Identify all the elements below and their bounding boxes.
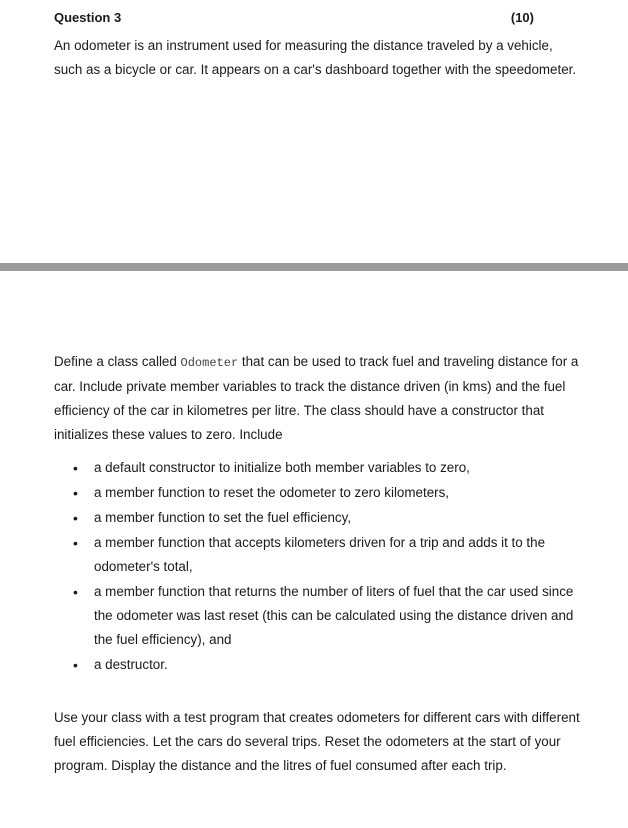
- question-section: [0, 0, 628, 262]
- page-divider: [0, 263, 628, 271]
- requirement-item: • a member function that returns the number of liters of fuel that the car used since the odometer was last reset (this can be calculated using the distance driven and the fuel efficiency), and: [54, 580, 574, 652]
- usage-paragraph: Use your class with a test program that creates odometers for different cars with different fuel efficiencies. Let the cars do several trips. Reset the odometers at the start of your program. Display the distance and the litres of fuel consumed after each trip.: [54, 710, 580, 773]
- requirements-list: [54, 456, 574, 678]
- requirement-item: • a member function to set the fuel efficiency,: [54, 506, 574, 530]
- define-prefix: Define a class called: [54, 354, 181, 369]
- question-title: Question 3: [54, 10, 122, 25]
- question-marks: (10): [510, 10, 534, 25]
- define-suffix: that can be used to track fuel and traveling distance for a car. Include private member variables to track the distance driven (in kms) and the fuel efficiency of the car in kilometres per litre. The class should have a constructor that initializes these values to zero. Include: [54, 354, 579, 442]
- question-header: [54, 10, 534, 28]
- requirement-item: • a member function that accepts kilometers driven for a trip and adds it to the odometer's total,: [54, 531, 574, 579]
- requirement-item: • a default constructor to initialize both member variables to zero,: [54, 456, 574, 480]
- intro-paragraph: An odometer is an instrument used for measuring the distance traveled by a vehicle, such as a bicycle or car. It appears on a car's dashboard together with the speedometer.: [54, 38, 577, 77]
- requirement-item: • a destructor.: [54, 653, 574, 677]
- requirement-item: • a member function to reset the odometer to zero kilometers,: [54, 481, 574, 505]
- define-paragraph: [54, 350, 584, 447]
- class-name-code: Odometer: [180, 356, 239, 370]
